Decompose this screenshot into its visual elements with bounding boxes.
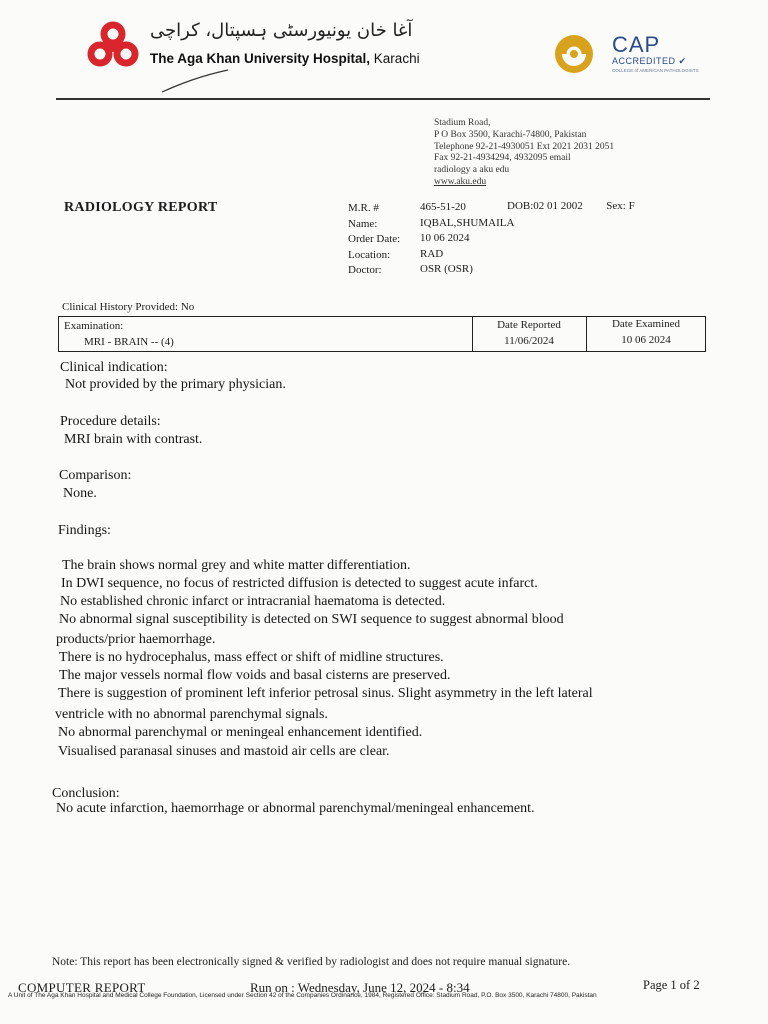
page-number: Page 1 of 2 — [643, 978, 700, 992]
dob-value: DOB:02 01 2002 — [507, 200, 583, 212]
patient-labels — [348, 201, 400, 279]
exam-label: Examination: — [64, 320, 124, 332]
address-line: Stadium Road, — [434, 118, 491, 128]
procedure-heading: Procedure details: — [60, 414, 161, 429]
electronic-signature-note: Note: This report has been electronically signed & verified by radiologist and does not require manual signature. — [52, 956, 571, 968]
date-examined-value: 10 06 2024 — [621, 334, 671, 346]
date-reported-value: 11/06/2024 — [504, 335, 554, 347]
signature-stroke — [160, 66, 230, 94]
conclusion-heading: Conclusion: — [52, 786, 120, 801]
cap-main-text: CAP — [612, 32, 661, 57]
finding-line: No abnormal signal susceptibility is detected on SWI sequence to suggest abnormal blood — [59, 612, 564, 627]
clinical-indication-heading: Clinical indication: — [60, 360, 168, 375]
hospital-logo-icon — [86, 20, 140, 68]
procedure-text: MRI brain with contrast. — [64, 432, 203, 447]
address-line: Fax 92-21-4934294, 4932095 email — [434, 153, 571, 164]
computer-report-label: COMPUTER REPORT — [18, 980, 146, 995]
location-value: RAD — [420, 247, 444, 260]
address-line: Telephone 92-21-4930051 Ext 2021 2031 2051 — [434, 141, 615, 152]
patient-dob-sex — [507, 200, 635, 212]
finding-line: There is no hydrocephalus, mass effect or shift of midline structures. — [59, 650, 444, 665]
header-divider — [56, 98, 710, 100]
hospital-city: Karachi — [370, 51, 420, 66]
order-date-label: Order Date: — [348, 233, 401, 245]
exam-value: MRI - BRAIN -- (4) — [84, 336, 174, 348]
location-label: Location: — [348, 248, 391, 261]
finding-line: There is suggestion of prominent left inferior petrosal sinus. Slight asymmetry in the left lateral — [58, 686, 593, 701]
hospital-name — [150, 51, 420, 66]
checkmark-icon: ✔ — [678, 56, 687, 66]
cap-org-text: COLLEGE of AMERICAN PATHOLOGISTS — [612, 68, 699, 73]
sex-value: Sex: F — [606, 200, 635, 212]
finding-line: No abnormal parenchymal or meningeal enhancement identified. — [58, 725, 423, 740]
hospital-name-bold: The Aga Khan University Hospital, — [150, 51, 371, 66]
finding-line: The major vessels normal flow voids and basal cisterns are preserved. — [59, 668, 451, 683]
name-value: IQBAL,SHUMAILA — [420, 216, 515, 229]
address-line: radiology a aku edu — [434, 165, 510, 176]
mr-label: M.R. # — [348, 202, 379, 214]
cap-accreditation-logo — [612, 32, 699, 74]
comparison-text: None. — [63, 486, 97, 501]
finding-line: products/prior haemorrhage. — [56, 632, 216, 647]
patient-values — [420, 200, 514, 278]
address-line: www.aku.edu — [434, 176, 487, 187]
comparison-heading: Comparison: — [59, 468, 132, 483]
doctor-value: OSR (OSR) — [420, 263, 473, 275]
finding-line: Visualised paranasal sinuses and mastoid air cells are clear. — [58, 744, 390, 759]
cap-accredited-text: ACCREDITED ✔ — [612, 56, 687, 66]
hospital-address — [434, 118, 614, 189]
conclusion-text: No acute infarction, haemorrhage or abnormal parenchymal/meningeal enhancement. — [56, 801, 535, 816]
report-title: RADIOLOGY REPORT — [64, 200, 218, 215]
finding-line: No established chronic infarct or intracranial haematoma is detected. — [60, 594, 446, 609]
finding-line: The brain shows normal grey and white matter differentiation. — [62, 558, 411, 573]
clinical-history: Clinical History Provided: No — [62, 301, 195, 313]
hospital-name-urdu: آغا خان یونیورسٹی ہسپتال، کراچی — [150, 20, 413, 41]
legal-footer: A Unit of The Aga Khan Hospital and Medical College Foundation, Licensed under Section 42 of the Companies Ordinance, 1984, Registered Office: Stadium Road, P.O. Box 3500, Karachi 74800, Pakistan — [8, 992, 597, 999]
order-date-value: 10 06 2024 — [420, 232, 470, 244]
date-examined-label: Date Examined — [611, 318, 681, 330]
accreditation-seal-icon — [552, 32, 596, 76]
address-line: P O Box 3500, Karachi-74800, Pakistan — [434, 129, 587, 140]
findings-heading: Findings: — [58, 523, 111, 538]
run-on-timestamp: Run on : Wednesday, June 12, 2024 - 8:34 — [250, 980, 470, 995]
doctor-label: Doctor: — [348, 264, 382, 276]
name-label: Name: — [348, 217, 378, 230]
finding-line: In DWI sequence, no focus of restricted diffusion is detected to suggest acute infarct. — [61, 576, 538, 591]
finding-line: ventricle with no abnormal parenchymal signals. — [55, 707, 328, 722]
mr-value: 465-51-20 — [420, 201, 466, 213]
date-reported-label: Date Reported — [497, 319, 561, 331]
clinical-indication-text: Not provided by the primary physician. — [65, 377, 286, 392]
